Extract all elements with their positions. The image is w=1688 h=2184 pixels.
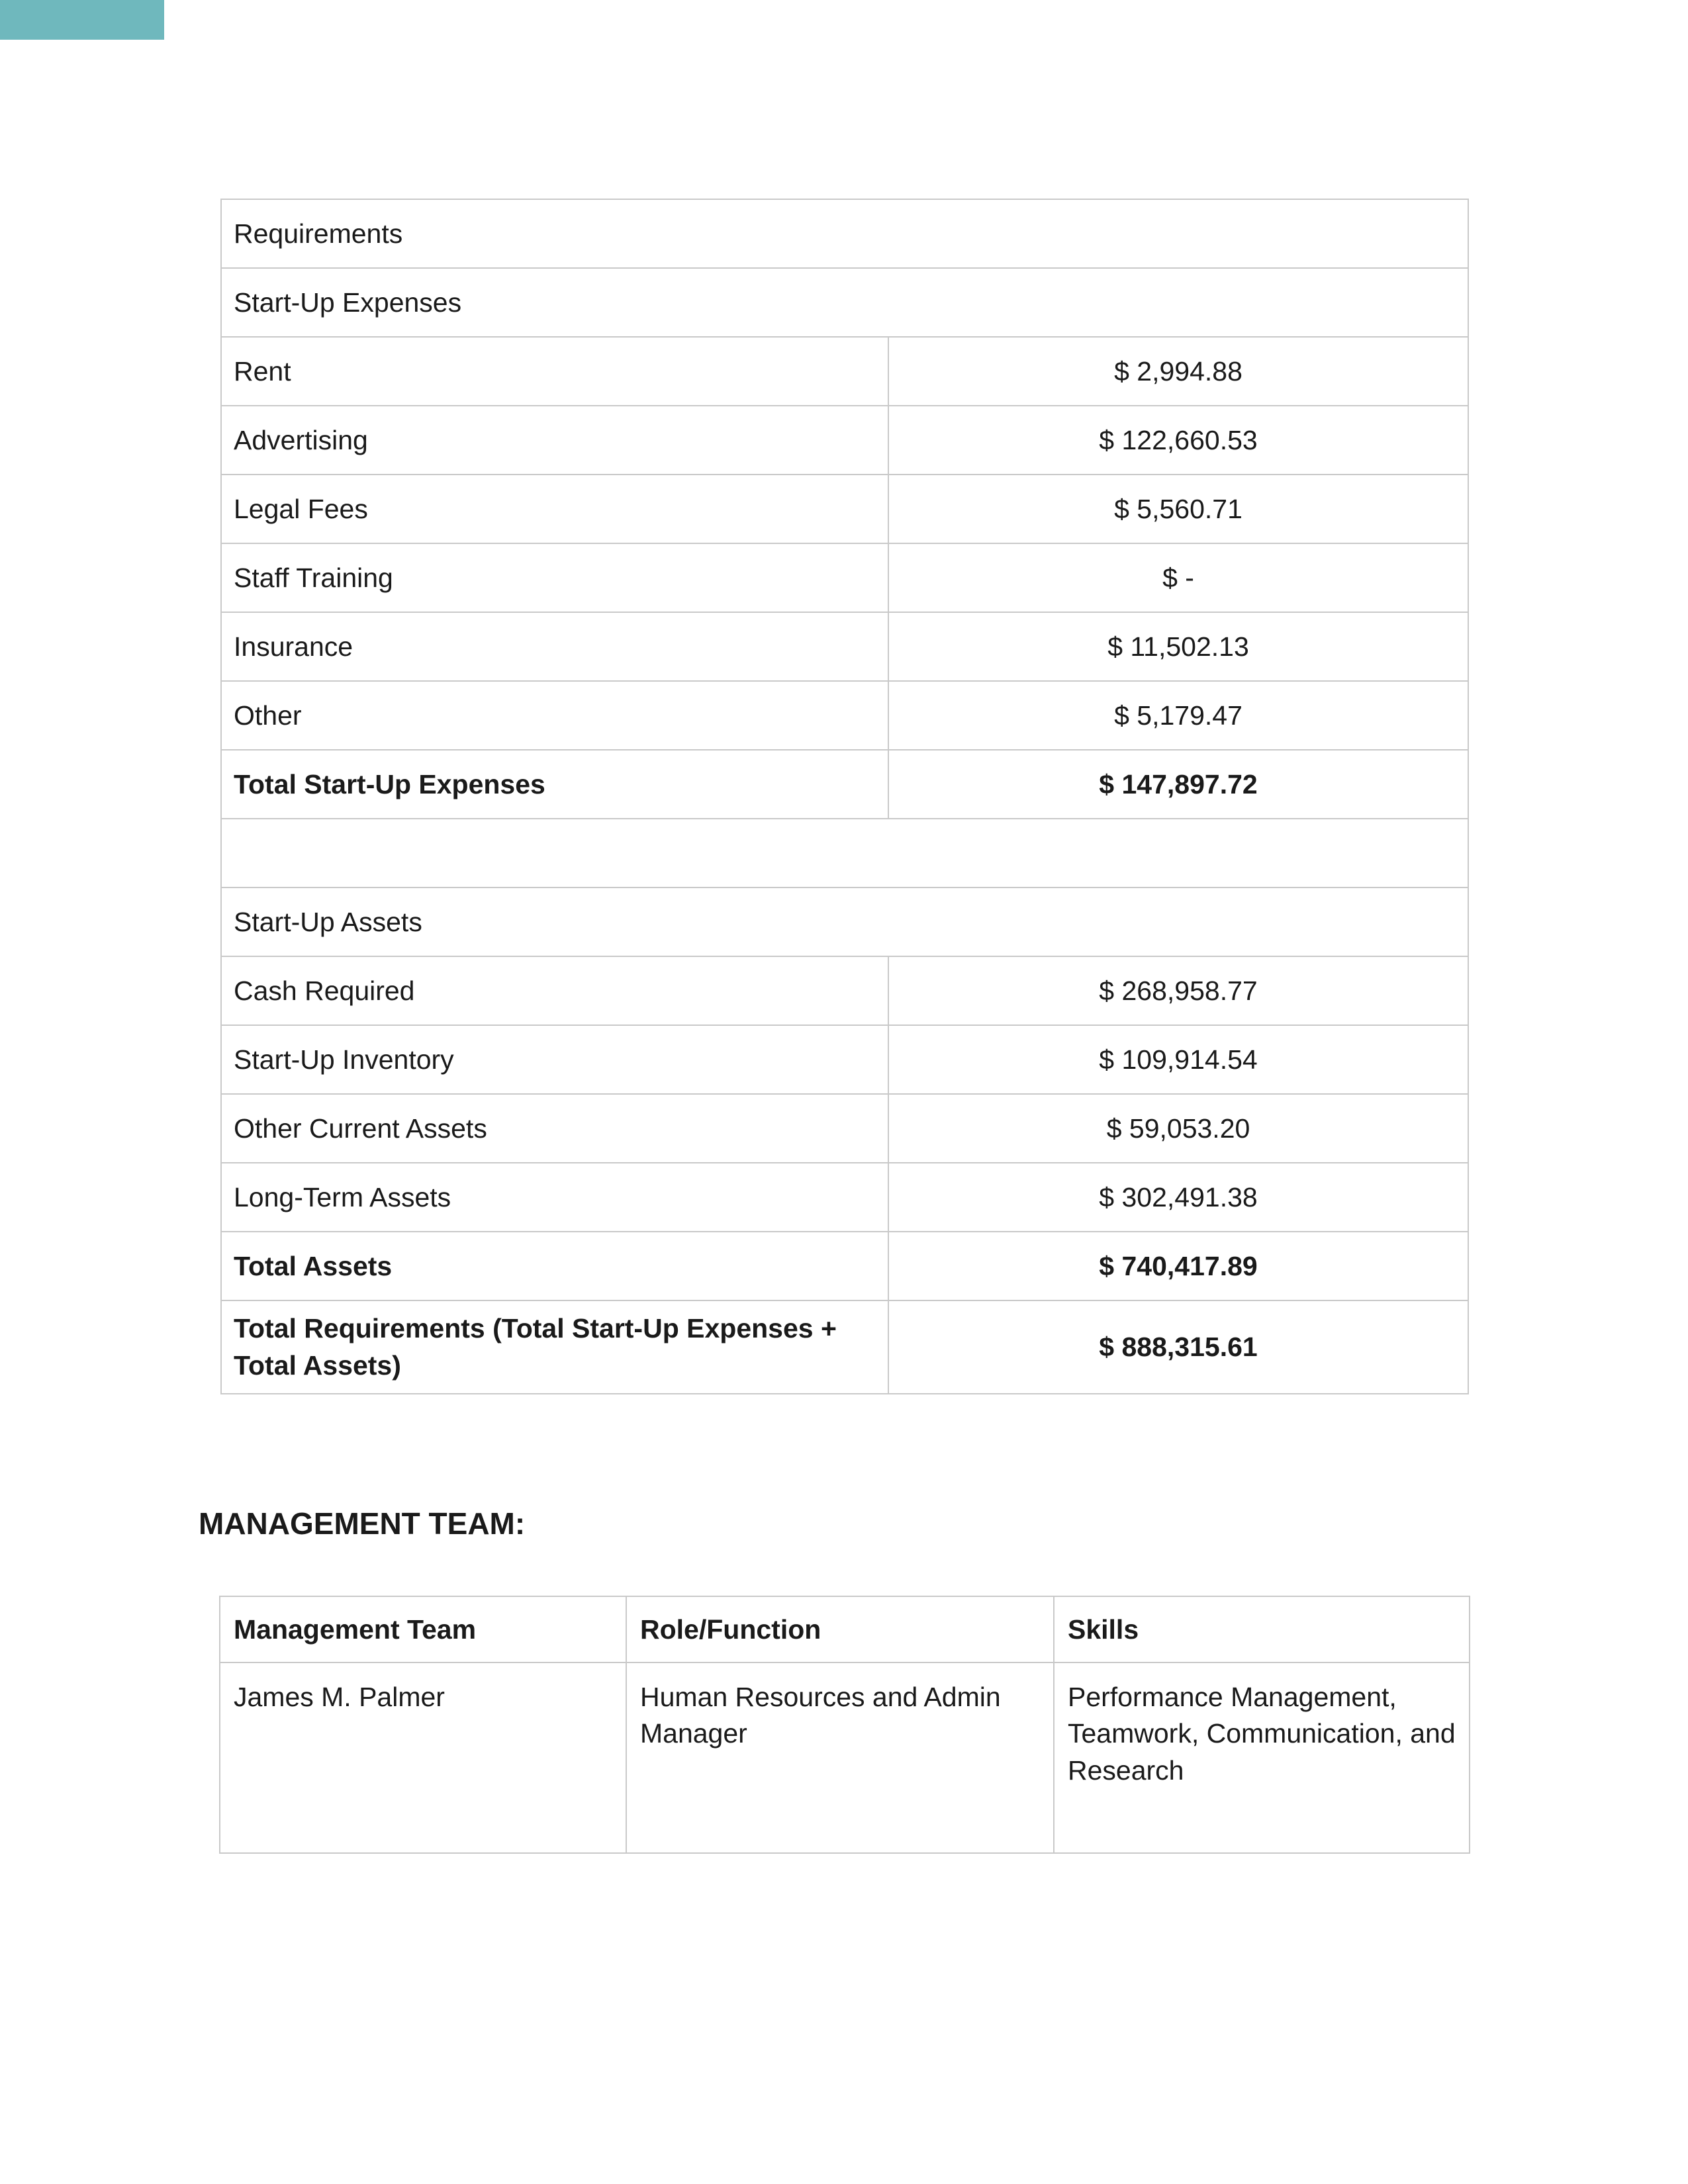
requirements-table [220, 199, 1469, 1394]
table-row [220, 1662, 1470, 1853]
expense-label: Legal Fees [221, 475, 888, 543]
total-expenses-value: $ 147,897.72 [888, 750, 1468, 819]
expense-value: $ - [888, 543, 1468, 612]
expenses-heading: Start-Up Expenses [221, 268, 1468, 337]
table-row [221, 681, 1468, 750]
total-requirements-row [221, 1300, 1468, 1394]
asset-label: Other Current Assets [221, 1094, 888, 1163]
asset-value: $ 109,914.54 [888, 1025, 1468, 1094]
column-header-management-team: Management Team [220, 1596, 626, 1662]
total-assets-value: $ 740,417.89 [888, 1232, 1468, 1300]
total-requirements-label: Total Requirements (Total Start-Up Expenses + Total Assets) [221, 1300, 888, 1394]
expense-label: Other [221, 681, 888, 750]
table-header-row [220, 1596, 1470, 1662]
member-skills: Performance Management, Teamwork, Communication, and Research [1054, 1662, 1470, 1853]
expense-value: $ 5,560.71 [888, 475, 1468, 543]
total-assets-row [221, 1232, 1468, 1300]
member-name: James M. Palmer [220, 1662, 626, 1853]
total-assets-label: Total Assets [221, 1232, 888, 1300]
total-expenses-label: Total Start-Up Expenses [221, 750, 888, 819]
table-row [221, 956, 1468, 1025]
table-row [221, 199, 1468, 268]
table-row [221, 268, 1468, 337]
asset-value: $ 59,053.20 [888, 1094, 1468, 1163]
expense-value: $ 122,660.53 [888, 406, 1468, 475]
table-row [221, 406, 1468, 475]
expense-value: $ 5,179.47 [888, 681, 1468, 750]
table-row [221, 1094, 1468, 1163]
table-row [221, 612, 1468, 681]
table-row [221, 1025, 1468, 1094]
empty-cell [221, 819, 1468, 887]
management-team-heading: MANAGEMENT TEAM: [199, 1506, 526, 1541]
table-row [221, 543, 1468, 612]
spacer-row [221, 819, 1468, 887]
asset-value: $ 268,958.77 [888, 956, 1468, 1025]
table-row [221, 337, 1468, 406]
asset-label: Cash Required [221, 956, 888, 1025]
total-expenses-row [221, 750, 1468, 819]
expense-label: Insurance [221, 612, 888, 681]
member-role: Human Resources and Admin Manager [626, 1662, 1054, 1853]
corner-accent-tab [0, 0, 164, 40]
expense-label: Staff Training [221, 543, 888, 612]
expense-value: $ 2,994.88 [888, 337, 1468, 406]
column-header-skills: Skills [1054, 1596, 1470, 1662]
table-row [221, 1163, 1468, 1232]
asset-label: Start-Up Inventory [221, 1025, 888, 1094]
table-row [221, 475, 1468, 543]
table-row [221, 887, 1468, 956]
expense-label: Rent [221, 337, 888, 406]
assets-heading: Start-Up Assets [221, 887, 1468, 956]
expense-value: $ 11,502.13 [888, 612, 1468, 681]
total-requirements-value: $ 888,315.61 [888, 1300, 1468, 1394]
requirements-title: Requirements [221, 199, 1468, 268]
column-header-role-function: Role/Function [626, 1596, 1054, 1662]
asset-label: Long-Term Assets [221, 1163, 888, 1232]
management-team-table [219, 1596, 1470, 1854]
expense-label: Advertising [221, 406, 888, 475]
asset-value: $ 302,491.38 [888, 1163, 1468, 1232]
